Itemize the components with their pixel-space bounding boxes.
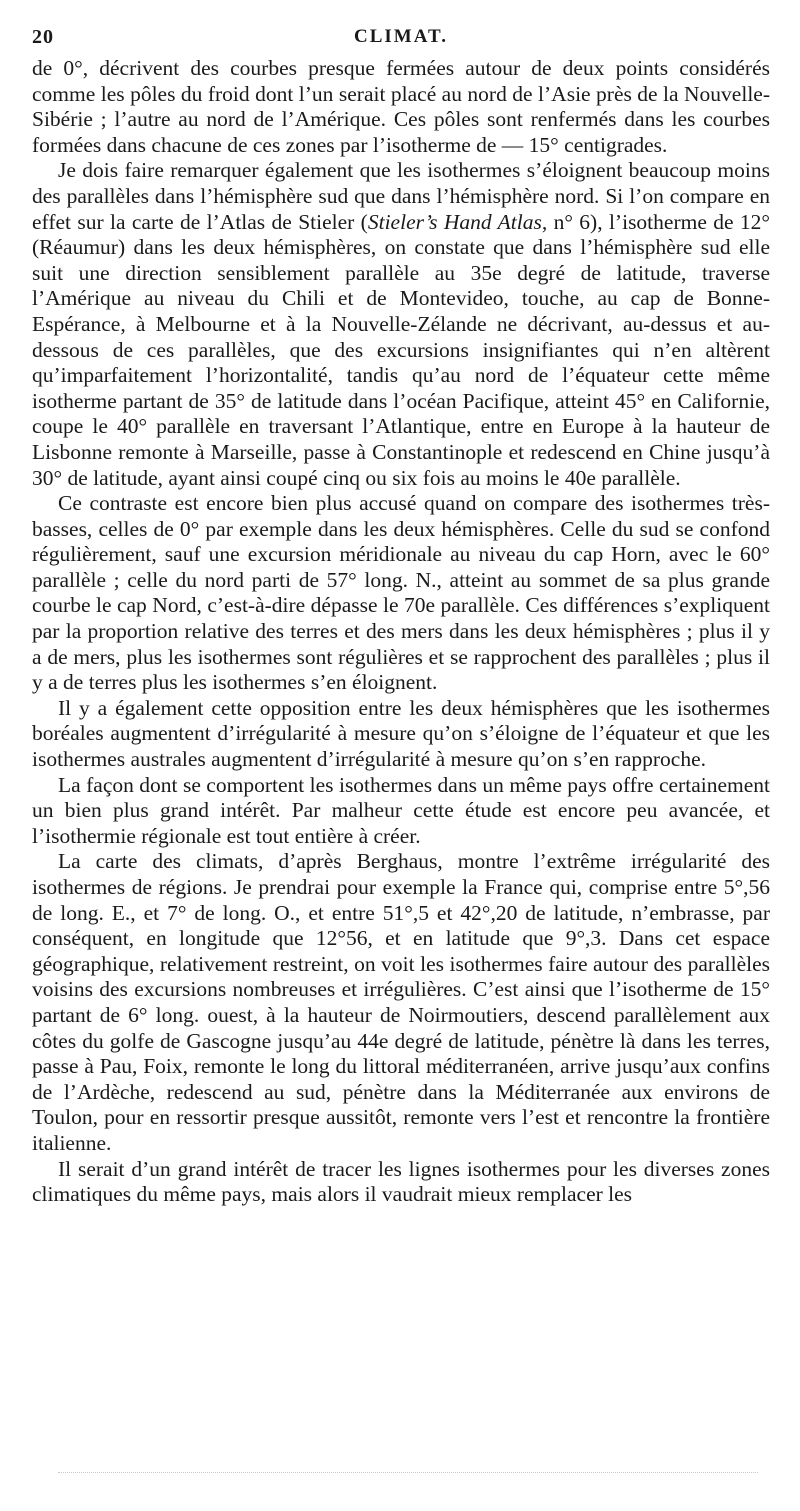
body-text bbox=[32, 56, 770, 1208]
paragraph-2-text-after: n° 6), l’isotherme de 12° (Réaumur) dans les deux hémisphères, on constate que dans l’hémisphère sud elle suit une direction sensiblement parallèle au 35e degré de latitude, traverse l’Amérique au niveau du Chili et de Montevideo, touche, au cap de Bonne-Espérance, à Melbourne et à la Nouvelle-Zélande ne décrivant, au-dessus et au-dessous de ces parallèles, que des excursions insignifiantes qui n’en altèrent qu’imparfaitement l’horizontalité, tandis qu’au nord de l’équateur cette même isotherme partant de 35° de latitude dans l’océan Pacifique, atteint 45° en Californie, coupe le 40° parallèle en traversant l’Atlantique, entre en Europe à la hauteur de Lisbonne remonte à Marseille, passe à Constantinople et redescend en Chine jusqu’à 30° de latitude, ayant ainsi coupé cinq ou six fois au moins le 40e parallèle. bbox=[32, 209, 770, 490]
bleed-through-line bbox=[58, 1472, 758, 1473]
paragraph-5: La façon dont se comportent les isothermes dans un même pays offre certainement un bien plus grand intérêt. Par malheur cette étude est encore peu avancée, et l’isothermie régionale est tout entière à créer. bbox=[32, 772, 770, 848]
atlas-title-italic: Stieler’s Hand Atlas, bbox=[367, 209, 548, 234]
paragraph-7: Il serait d’un grand intérêt de tracer les lignes isothermes pour les diverses zones climatiques du même pays, mais alors il vaudrait mieux remplacer les bbox=[32, 1156, 770, 1207]
paragraph-6: La carte des climats, d’après Berghaus, montre l’extrême irrégularité des isothermes de régions. Je prendrai pour exemple la France qui, comprise entre 5°,56 de long. E., et 7° de long. O., et entre 51°,5 et 42°,20 de latitude, n’embrasse, par conséquent, en longitude que 12°56, et en latitude que 9°,3. Dans cet espace géographique, relativement restreint, on voit les isothermes faire autour des parallèles voisins des excursions nombreuses et irrégulières. C’est ainsi que l’isotherme de 15° partant de 6° long. ouest, à la hauteur de Noirmoutiers, descend parallèlement aux côtes du golfe de Gascogne jusqu’au 44e degré de latitude, pénètre là dans les terres, passe à Pau, Foix, remonte le long du littoral méditerranéen, arrive jusqu’aux confins de l’Ardèche, redescend au sud, pénètre dans la Méditerranée aux environs de Toulon, pour en ressortir presque aussitôt, remonte vers l’est et rencontre la frontière italienne. bbox=[32, 849, 770, 1155]
paragraph-2-text-before: Je dois faire remarquer également que les isothermes s’éloignent beaucoup moins des parallèles dans l’hémisphère sud que dans l’hémisphère nord. Si l’on compare en effet sur la carte de l’Atlas de Stieler ( bbox=[32, 158, 770, 234]
page-number: 20 bbox=[32, 26, 54, 48]
paragraph-4: Il y a également cette opposition entre les deux hémisphères que les isothermes boréales augmentent d’irrégularité à mesure qu’on s’éloigne de l’équateur et que les isothermes australes augmentent d’irrégularité à mesure qu’on s’en rapproche. bbox=[32, 695, 770, 772]
paragraph-3: Ce contraste est encore bien plus accusé quand on compare des isothermes très-basses, celles de 0° par exemple dans les deux hémisphères. Celle du sud se confond régulièrement, sauf une excursion méridionale au niveau du cap Horn, avec le 60° parallèle ; celle du nord parti de 57° long. N., atteint au sommet de sa plus grande courbe le cap Nord, c’est-à-dire dépasse le 70e parallèle. Ces différences s’expliquent par la proportion relative des terres et des mers dans les deux hémisphères ; plus il y a de mers, plus les isothermes sont régulières et se rapprochent des parallèles ; plus il y a de terres plus les isothermes s’en éloignent. bbox=[32, 491, 770, 695]
running-head bbox=[32, 26, 770, 54]
running-title: CLIMAT. bbox=[353, 26, 449, 47]
paragraph-1: de 0°, décrivent des courbes presque fermées autour de deux points considérés comme les pôles du froid dont l’un serait placé au nord de l’Asie près de la Nouvelle-Sibérie ; l’autre au nord de l’Amérique. Ces pôles sont renfermés dans les courbes formées dans chacune de ces zones par l’isotherme de — 15° centigrades. bbox=[32, 56, 770, 157]
paragraph-2 bbox=[32, 158, 770, 491]
book-page bbox=[32, 26, 770, 1208]
